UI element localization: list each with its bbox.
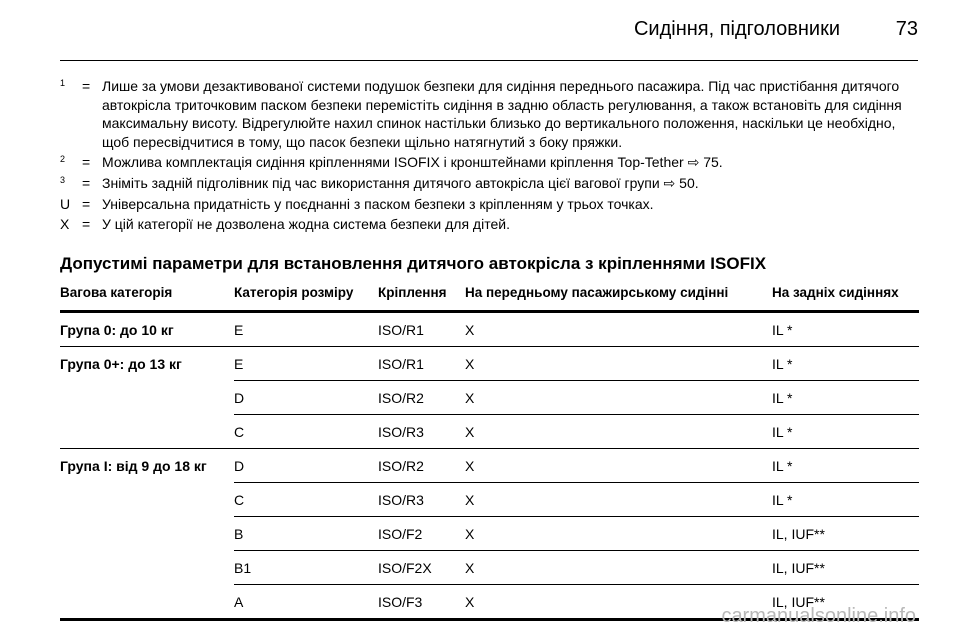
table-cell: X (465, 449, 772, 483)
table-cell: X (465, 415, 772, 449)
equals-sign: = (82, 216, 91, 233)
table-row (60, 347, 919, 381)
table-cell: C (234, 483, 378, 517)
table-cell: Група I: від 9 до 18 кг (60, 457, 207, 474)
header-rule (60, 60, 918, 61)
table-cell: ISO/R1 (378, 347, 465, 381)
table-cell: ISO/R3 (378, 483, 465, 517)
table-cell (60, 585, 234, 620)
table-cell: X (465, 517, 772, 551)
table-cell: C (234, 415, 378, 449)
page-ref[interactable]: 50. (679, 174, 699, 191)
table-cell: IL, IUF** (772, 551, 919, 585)
table-cell: X (465, 551, 772, 585)
legend-text: У цій категорії не дозволена жодна система безпеки для дітей. (102, 216, 510, 233)
column-header: На задніх сидіннях (772, 285, 919, 312)
page-ref-arrow-icon: ⇨ (663, 174, 676, 191)
table-cell: ISO/F2X (378, 551, 465, 585)
footnote-3 (60, 174, 920, 193)
table-row (60, 517, 919, 551)
table-cell: IL * (772, 449, 919, 483)
table-cell: IL, IUF** (772, 585, 919, 620)
table-cell: A (234, 585, 378, 620)
table-header-row (60, 285, 919, 312)
table-cell (60, 551, 234, 585)
page-ref-arrow-icon: ⇨ (687, 154, 700, 171)
column-header: Кріплення (378, 285, 465, 312)
isofix-table (60, 285, 919, 621)
table-cell: X (465, 347, 772, 381)
page-header-title: Сидіння, підголовники (633, 18, 840, 40)
table-cell: IL * (772, 415, 919, 449)
column-header: Вагова категорія (60, 285, 234, 312)
table-row (60, 415, 919, 449)
table-cell: X (465, 312, 772, 347)
legend-mark: X (60, 216, 70, 233)
table-cell: Група 0+: до 13 кг (60, 355, 182, 372)
table-row (60, 483, 919, 517)
table-cell: B (234, 517, 378, 551)
footnote-1 (60, 77, 920, 151)
table-row (60, 312, 919, 347)
watermark: carmanualsonline.info (721, 605, 916, 627)
footnote-body: Можлива комплектація сидіння кріпленнями ISOFIX і кронштейнами кріплення Top-Tether (102, 154, 684, 171)
table-row (60, 551, 919, 585)
page-ref[interactable]: 75. (703, 154, 723, 171)
legend-u (60, 195, 920, 214)
footnote-2 (60, 153, 920, 172)
table-cell: D (234, 449, 378, 483)
table-cell: IL * (772, 483, 919, 517)
footnote-body: Зніміть задній підголівник під час використання дитячого автокрісла цієї вагової групи (102, 174, 660, 191)
table-cell (60, 483, 234, 517)
table-cell: ISO/R3 (378, 415, 465, 449)
column-header: Категорія розміру (234, 285, 378, 312)
footnotes (60, 77, 920, 234)
table-cell: Група 0: до 10 кг (60, 312, 234, 347)
table-row (60, 381, 919, 415)
legend-x (60, 215, 920, 234)
table-cell: ISO/R1 (378, 312, 465, 347)
table-cell: ISO/R2 (378, 381, 465, 415)
footnote-mark: 3 (60, 174, 66, 185)
footnote-text (102, 153, 920, 172)
footnote-text (102, 174, 920, 193)
equals-sign: = (82, 154, 91, 171)
footnote-mark: 2 (60, 154, 66, 165)
table-cell: IL * (772, 381, 919, 415)
table-cell: D (234, 381, 378, 415)
page-number: 73 (895, 18, 918, 40)
legend-text: Універсальна придатність у поєднанні з паском безпеки з кріпленням у трьох точках. (102, 195, 654, 212)
table-cell: ISO/F2 (378, 517, 465, 551)
column-header: На передньому пасажирському сидінні (465, 285, 772, 312)
table-cell: E (234, 312, 378, 347)
table-cell: IL, IUF** (772, 517, 919, 551)
table-cell: X (465, 483, 772, 517)
table-cell (60, 517, 234, 551)
footnote-mark: 1 (60, 78, 66, 88)
table-cell (60, 381, 234, 415)
table-cell: ISO/R2 (378, 449, 465, 483)
table-cell: E (234, 347, 378, 381)
table-title: Допустимі параметри для встановлення дитячого автокрісла з кріпленнями ISOFIX (60, 254, 767, 273)
equals-sign: = (82, 78, 91, 94)
table-cell (60, 415, 234, 449)
legend-mark: U (60, 195, 71, 212)
table-cell: X (465, 585, 772, 620)
equals-sign: = (82, 195, 91, 212)
equals-sign: = (82, 174, 91, 191)
footnote-text: Лише за умови дезактивованої системи подушок безпеки для сидіння переднього пасажира. Під час пристібання дитячого автокрісла триточковим паском безпеки перемістіть сидіння в задню область регулювання, а також встановіть для сидіння максимальну висоту. Відрегулюйте нахил спинок настільки близько до вертикального положення, наскільки це необхідно, щоб пересвідчитися в тому, що пасок безпеки щільно натягнутий з боку пряжки. (102, 78, 902, 150)
table-cell: ISO/F3 (378, 585, 465, 620)
table-cell: IL * (772, 347, 919, 381)
table-body (60, 312, 919, 620)
table-row (60, 449, 919, 483)
table-cell: B1 (234, 551, 378, 585)
table-cell: IL * (772, 312, 919, 347)
table-cell: X (465, 381, 772, 415)
